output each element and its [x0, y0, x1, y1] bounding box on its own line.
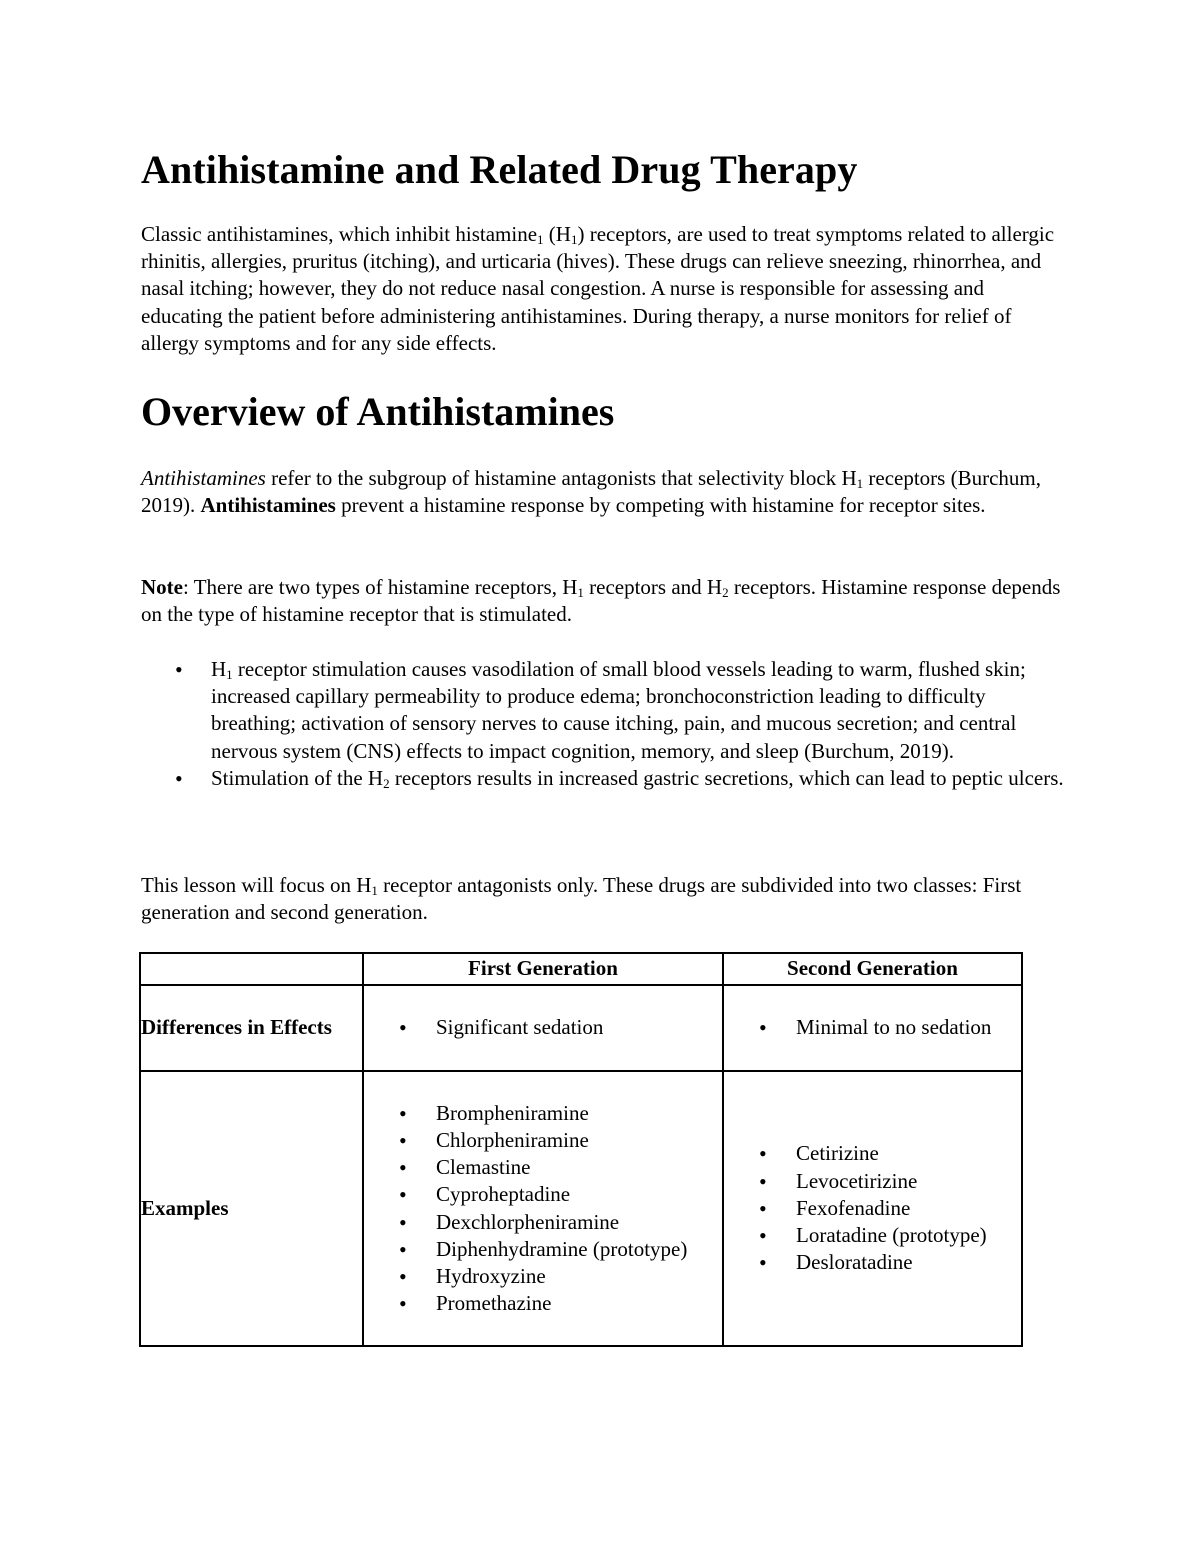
- list-item: • Cyproheptadine: [364, 1181, 722, 1208]
- definition-text-1: refer to the subgroup of histamine antagonists that selectivity block H: [265, 466, 857, 490]
- list-item: • Diphenhydramine (prototype): [364, 1236, 722, 1263]
- intro-paragraph: [141, 221, 1066, 357]
- list-item: • Loratadine (prototype): [724, 1222, 1021, 1249]
- list-item: • Dexchlorpheniramine: [364, 1209, 722, 1236]
- list-item: [141, 656, 1066, 765]
- bullet-text: receptors results in increased gastric secretions, which can lead to peptic ulcers.: [389, 765, 1064, 790]
- receptor-bullet-list: [141, 656, 1066, 792]
- list-item: • Promethazine: [364, 1290, 722, 1317]
- list-item: • Brompheniramine: [364, 1100, 722, 1127]
- lesson-text-1: This lesson will focus on H: [141, 873, 372, 897]
- definition-text-3: prevent a histamine response by competing with histamine for receptor sites.: [335, 493, 986, 518]
- intro-subscript-1: 1: [537, 232, 544, 247]
- row-label-effects: Differences in Effects: [140, 985, 363, 1071]
- effects-second-list: [724, 1014, 1021, 1041]
- examples-second-list: [724, 1140, 1021, 1276]
- note-label: Note: [141, 575, 183, 599]
- list-item: • Significant sedation: [364, 1014, 722, 1041]
- list-item: [141, 765, 1066, 792]
- definition-text-2: receptors (Burchum, 2019).: [141, 466, 1041, 518]
- table-header-first-generation: First Generation: [363, 953, 723, 985]
- list-item: • Levocetirizine: [724, 1168, 1021, 1195]
- bullet-subscript: 2: [383, 775, 390, 791]
- bullet-prefix: Stimulation of the H: [211, 765, 384, 790]
- definition-bold-term: Antihistamines: [200, 493, 336, 518]
- intro-subscript-2: 1: [570, 232, 578, 247]
- bullet-prefix: H: [211, 657, 227, 681]
- list-item: • Cetirizine: [724, 1140, 1021, 1167]
- note-subscript-2: 2: [722, 585, 729, 600]
- cell-examples-first: [363, 1071, 723, 1346]
- note-text-3: receptors. Histamine response depends on the type of histamine receptor that is stimulated.: [141, 575, 1061, 627]
- definition-subscript: 1: [856, 476, 864, 491]
- generation-comparison-table: [139, 952, 1023, 1347]
- effects-first-list: [364, 1014, 722, 1041]
- intro-text-1: Classic antihistamines, which inhibit histamine: [141, 222, 538, 246]
- list-item: • Clemastine: [364, 1154, 722, 1181]
- lesson-subscript: 1: [371, 883, 378, 898]
- cell-examples-second: [723, 1071, 1022, 1346]
- table-header-row: [140, 953, 1022, 985]
- document-title: Antihistamine and Related Drug Therapy: [141, 147, 858, 192]
- table-row: [140, 985, 1022, 1071]
- table-row: [140, 1071, 1022, 1346]
- definition-paragraph: [141, 465, 1066, 519]
- examples-first-list: [364, 1100, 722, 1318]
- list-item: • Hydroxyzine: [364, 1263, 722, 1290]
- note-subscript-1: 1: [577, 585, 584, 600]
- note-text-1: : There are two types of histamine receptors, H: [182, 575, 578, 599]
- note-text-2: receptors and H: [583, 575, 723, 599]
- list-item: • Desloratadine: [724, 1249, 1021, 1276]
- table-header-second-generation: Second Generation: [723, 953, 1022, 985]
- note-paragraph: [141, 574, 1066, 628]
- list-item: • Minimal to no sedation: [724, 1014, 1021, 1041]
- bullet-text: receptor stimulation causes vasodilation of small blood vessels leading to warm, flushed skin; increased capillary permeability to produce edema; bronchoconstriction leading to difficulty breathing; activation of sensory nerves to cause itching, pain, and mucous secretion; and central nervous system (CNS) effects to impact cognition, memory, and sleep (Burchum, 2019).: [211, 657, 1026, 763]
- list-item: • Chlorpheniramine: [364, 1127, 722, 1154]
- bullet-subscript: 1: [226, 667, 233, 682]
- row-label-examples: Examples: [140, 1071, 363, 1346]
- section-title: Overview of Antihistamines: [141, 389, 615, 434]
- intro-text-2: (H: [543, 222, 571, 246]
- list-item: • Fexofenadine: [724, 1195, 1021, 1222]
- definition-term: Antihistamines: [141, 466, 266, 490]
- intro-text-3: ) receptors, are used to treat symptoms related to allergic rhinitis, allergies, pruritus (itching), and urticaria (hives). These drugs can relieve sneezing, rhinorrhea, and nasal itching; however, they do not reduce nasal congestion. A nurse is responsible for assessing and educating the patient before administering antihistamines. During therapy, a nurse monitors for relief of allergy symptoms and for any side effects.: [141, 222, 1055, 355]
- lesson-paragraph: [141, 872, 1066, 926]
- table-header-empty: [140, 953, 363, 985]
- cell-effects-second: [723, 985, 1022, 1071]
- cell-effects-first: [363, 985, 723, 1071]
- lesson-text-2: receptor antagonists only. These drugs are subdivided into two classes: First generation and second generation.: [141, 873, 1022, 925]
